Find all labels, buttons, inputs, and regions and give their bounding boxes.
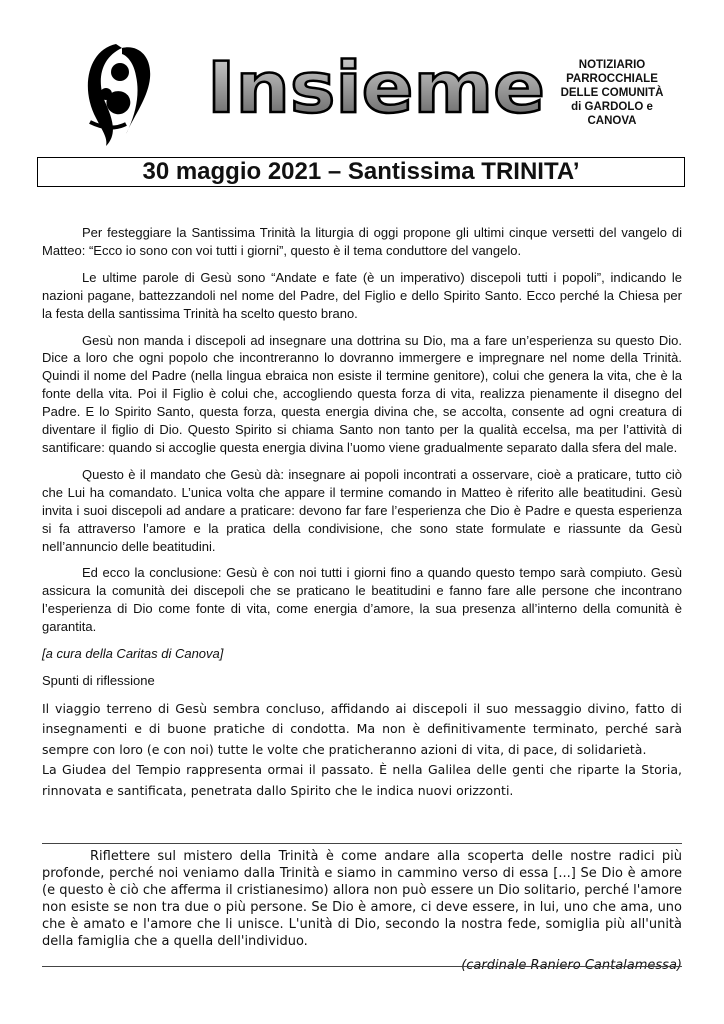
article-credit: [a cura della Caritas di Canova]	[42, 646, 224, 662]
notice-line: CANOVA	[587, 115, 637, 127]
notice-line: NOTIZIARIO	[578, 59, 646, 71]
quote-top-divider	[42, 843, 682, 844]
article-paragraph: Ed ecco la conclusione: Gesù è con noi tutti i giorni fino a quando questo tempo sarà compiuto. Gesù assicura la comunità dei discepoli che se praticano le beatitudini e fanno fare alle persone che incontrano l’esperienza di Dio come fonte di vita, come energia d’amore, la sua presenza all’interno della comunità è garantita.	[42, 565, 682, 635]
quote-text: Riflettere sul mistero della Trinità è come andare alla scoperta delle nostre radici più profonde, perché noi veniamo dalla Trinità e siamo in cammino verso di essa [...] Se Dio è amore (e questo è ciò che afferma il cristianesimo) allora non può essere un Dio solitario, perché l'amore non esiste se non tra due o più persone. Se Dio è amore, ci deve essere, in lui, uno che ama, uno che è amato e l'amore che li unisce. L'unità di Dio, secondo la nostra fede, somiglia più all'unità della famiglia che a quella dell'individuo.	[42, 849, 682, 949]
quote-bottom-divider	[42, 966, 682, 967]
spunti-section	[42, 699, 682, 802]
spunti-paragraph: Il viaggio terreno di Gesù sembra concluso, affidando ai discepoli il suo messaggio divino, fatto di insegnamenti e di buone pratiche di condotta. Ma non è definitivamente terminato, perché sarà sempre con loro (e con noi) tutte le volte che praticheranno azioni di vita, di pace, di solidarietà.	[42, 700, 682, 757]
article-paragraph: Per festeggiare la Santissima Trinità la liturgia di oggi propone gli ultimi cinque versetti del vangelo di Matteo: “Ecco io sono con voi tutti i giorni”, questo è il tema conduttore del vangelo.	[42, 225, 682, 258]
masthead-title-text: Insieme	[207, 50, 545, 122]
notice-line: DELLE COMUNITÀ	[560, 87, 664, 99]
article-paragraph: Le ultime parole di Gesù sono “Andate e fate (è un imperativo) discepoli tutti i popoli”, indicando le nazioni pagane, battezzandoli nel nome del Padre, del Figlio e dello Spirito Santo. Ecco perché la Chiesa per la festa della santissima Trinità ha scelto questo brano.	[42, 269, 682, 321]
quote-box	[42, 848, 682, 974]
spunti-paragraph: La Giudea del Tempio rappresenta ormai il passato. È nella Galilea delle genti che riparte la Storia, rinnovata e santificata, penetrata dallo Spirito che le indica nuovi orizzonti.	[42, 762, 682, 798]
madonna-child-logo-icon	[78, 38, 158, 148]
article-paragraph: Questo è il mandato che Gesù dà: insegnare ai popoli incontrati a osservare, cioè a praticare, tutto ciò che Lui ha comandato. L’unica volta che appare il termine comando in Matteo è riferito alle beatitudini. Gesù invita i suoi discepoli ad andare a praticare: devono far fare l’esperienza che Dio è Padre e questa esperienza si fa attraverso l’amore e la pratica della condivisione, che sono state formulate e riassunte da Gesù nell’annuncio delle beatitudini.	[42, 466, 682, 554]
notice-line: PARROCCHIALE	[566, 73, 658, 85]
notice-line: di GARDOLO e	[571, 101, 653, 113]
quote-author: (cardinale Raniero Cantalamessa)	[461, 958, 682, 973]
issue-title-box	[37, 157, 685, 187]
issue-title: 30 maggio 2021 – Santissima TRINITA’	[142, 158, 580, 185]
masthead-title	[205, 50, 550, 122]
article-paragraph: Gesù non manda i discepoli ad insegnare una dottrina su Dio, ma a fare un’esperienza su questo Dio. Dice a loro che ogni popolo che incontreranno lo dovranno immergere e impregnare nel nome della Trinità. Quindi il nome del Padre (nella lingua ebraica non esiste il termine genitore), colui che genera la vita, che è la fonte della vita. Poi il Figlio è colui che, accogliendo questa forza di vita, realizza pienamente il disegno del Padre. E lo Spirito Santo, questa forza, questa energia divina che, se accolta, consente ad ogni creatura di diventare il figlio di Dio. Questo Spirito si chiama Santo non tanto per la qualità eccelsa, ma per l’attività di santificare: quando si accoglie questa energia divina l’uomo viene gradualmente separato dalla sfera del male.	[42, 332, 682, 455]
newsletter-notice	[552, 58, 672, 128]
spunti-heading: Spunti di riflessione	[42, 672, 155, 688]
article-body	[42, 224, 682, 801]
